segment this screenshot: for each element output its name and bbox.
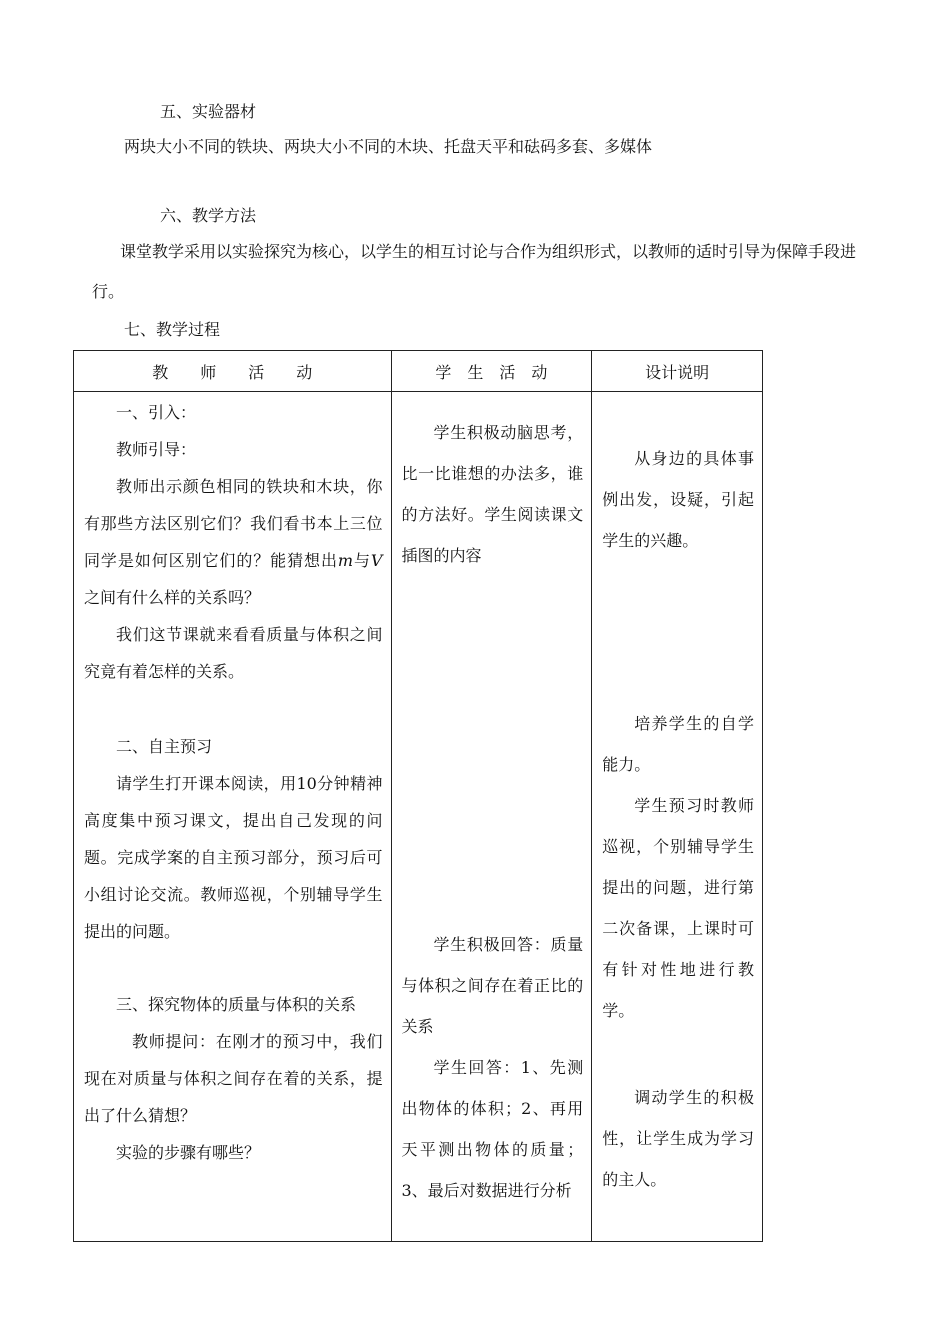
table-header-row [74,351,763,392]
section-5-body: 两块大小不同的铁块、两块大小不同的木块、托盘天平和砝码多套、多媒体 [124,137,653,156]
header-design-notes: 设计说明 [592,351,763,392]
design-note-self-study: 培养学生的自学能力。 [602,714,754,774]
teacher-preview-text: 请学生打开课本阅读，用10分钟精神高度集中预习课文，提出自己发现的问题。完成学案的自主预习部分，预习后可小组讨论交流。教师巡视，个别辅导学生提出的问题。 [84,774,383,941]
section-6-heading: 六、教学方法 [160,206,257,225]
header-teacher-activity: 教 师 活 动 [74,351,392,392]
teacher-intro-heading: 一、引入： [116,403,197,422]
student-steps-text: 学生回答：1、先测出物体的体积；2、再用天平测出物体的质量；3、最后对数据进行分析 [401,1058,584,1200]
section-5-heading: 五、实验器材 [160,102,257,121]
student-activity-cell [391,392,592,1242]
teacher-intro-text: 教师出示颜色相同的铁块和木块，你有那些方法区别它们？我们看书本上三位同学是如何区别它们的？能猜想出m与V之间有什么样的关系吗？ [84,477,383,607]
teacher-intro-summary: 我们这节课就来看看质量与体积之间究竟有着怎样的关系。 [84,625,383,681]
teacher-question-text: 教师提问：在刚才的预习中，我们现在对质量与体积之间存在着的关系，提出了什么猜想？ [84,1032,383,1125]
teacher-explore-heading: 三、探究物体的质量与体积的关系 [116,995,357,1014]
design-notes-cell [592,392,763,1242]
design-note-preview: 学生预习时教师巡视，个别辅导学生提出的问题，进行第二次备课，上课时可有针对性地进行教学。 [602,796,754,1020]
section-6-body: 课堂教学采用以实验探究为核心，以学生的相互讨论与合作为组织形式，以教师的适时引导为保障手段进行。 [92,242,857,301]
teacher-activity-cell [74,392,392,1242]
design-note-interest: 从身边的具体事例出发，设疑，引起学生的兴趣。 [602,449,754,550]
teaching-process-table [73,350,763,1242]
table-body-row [74,392,763,1242]
student-think-text: 学生积极动脑思考，比一比谁想的办法多，谁的方法好。学生阅读课文插图的内容 [401,423,584,565]
teacher-guide-label: 教师引导： [116,440,197,459]
section-7-heading: 七、教学过程 [124,320,221,339]
teacher-steps-question: 实验的步骤有哪些？ [116,1143,261,1162]
teacher-preview-heading: 二、自主预习 [116,737,213,756]
student-answer-text: 学生积极回答：质量与体积之间存在着正比的关系 [401,935,584,1036]
header-student-activity: 学 生 活 动 [391,351,592,392]
design-note-motivation: 调动学生的积极性，让学生成为学习的主人。 [602,1088,754,1189]
